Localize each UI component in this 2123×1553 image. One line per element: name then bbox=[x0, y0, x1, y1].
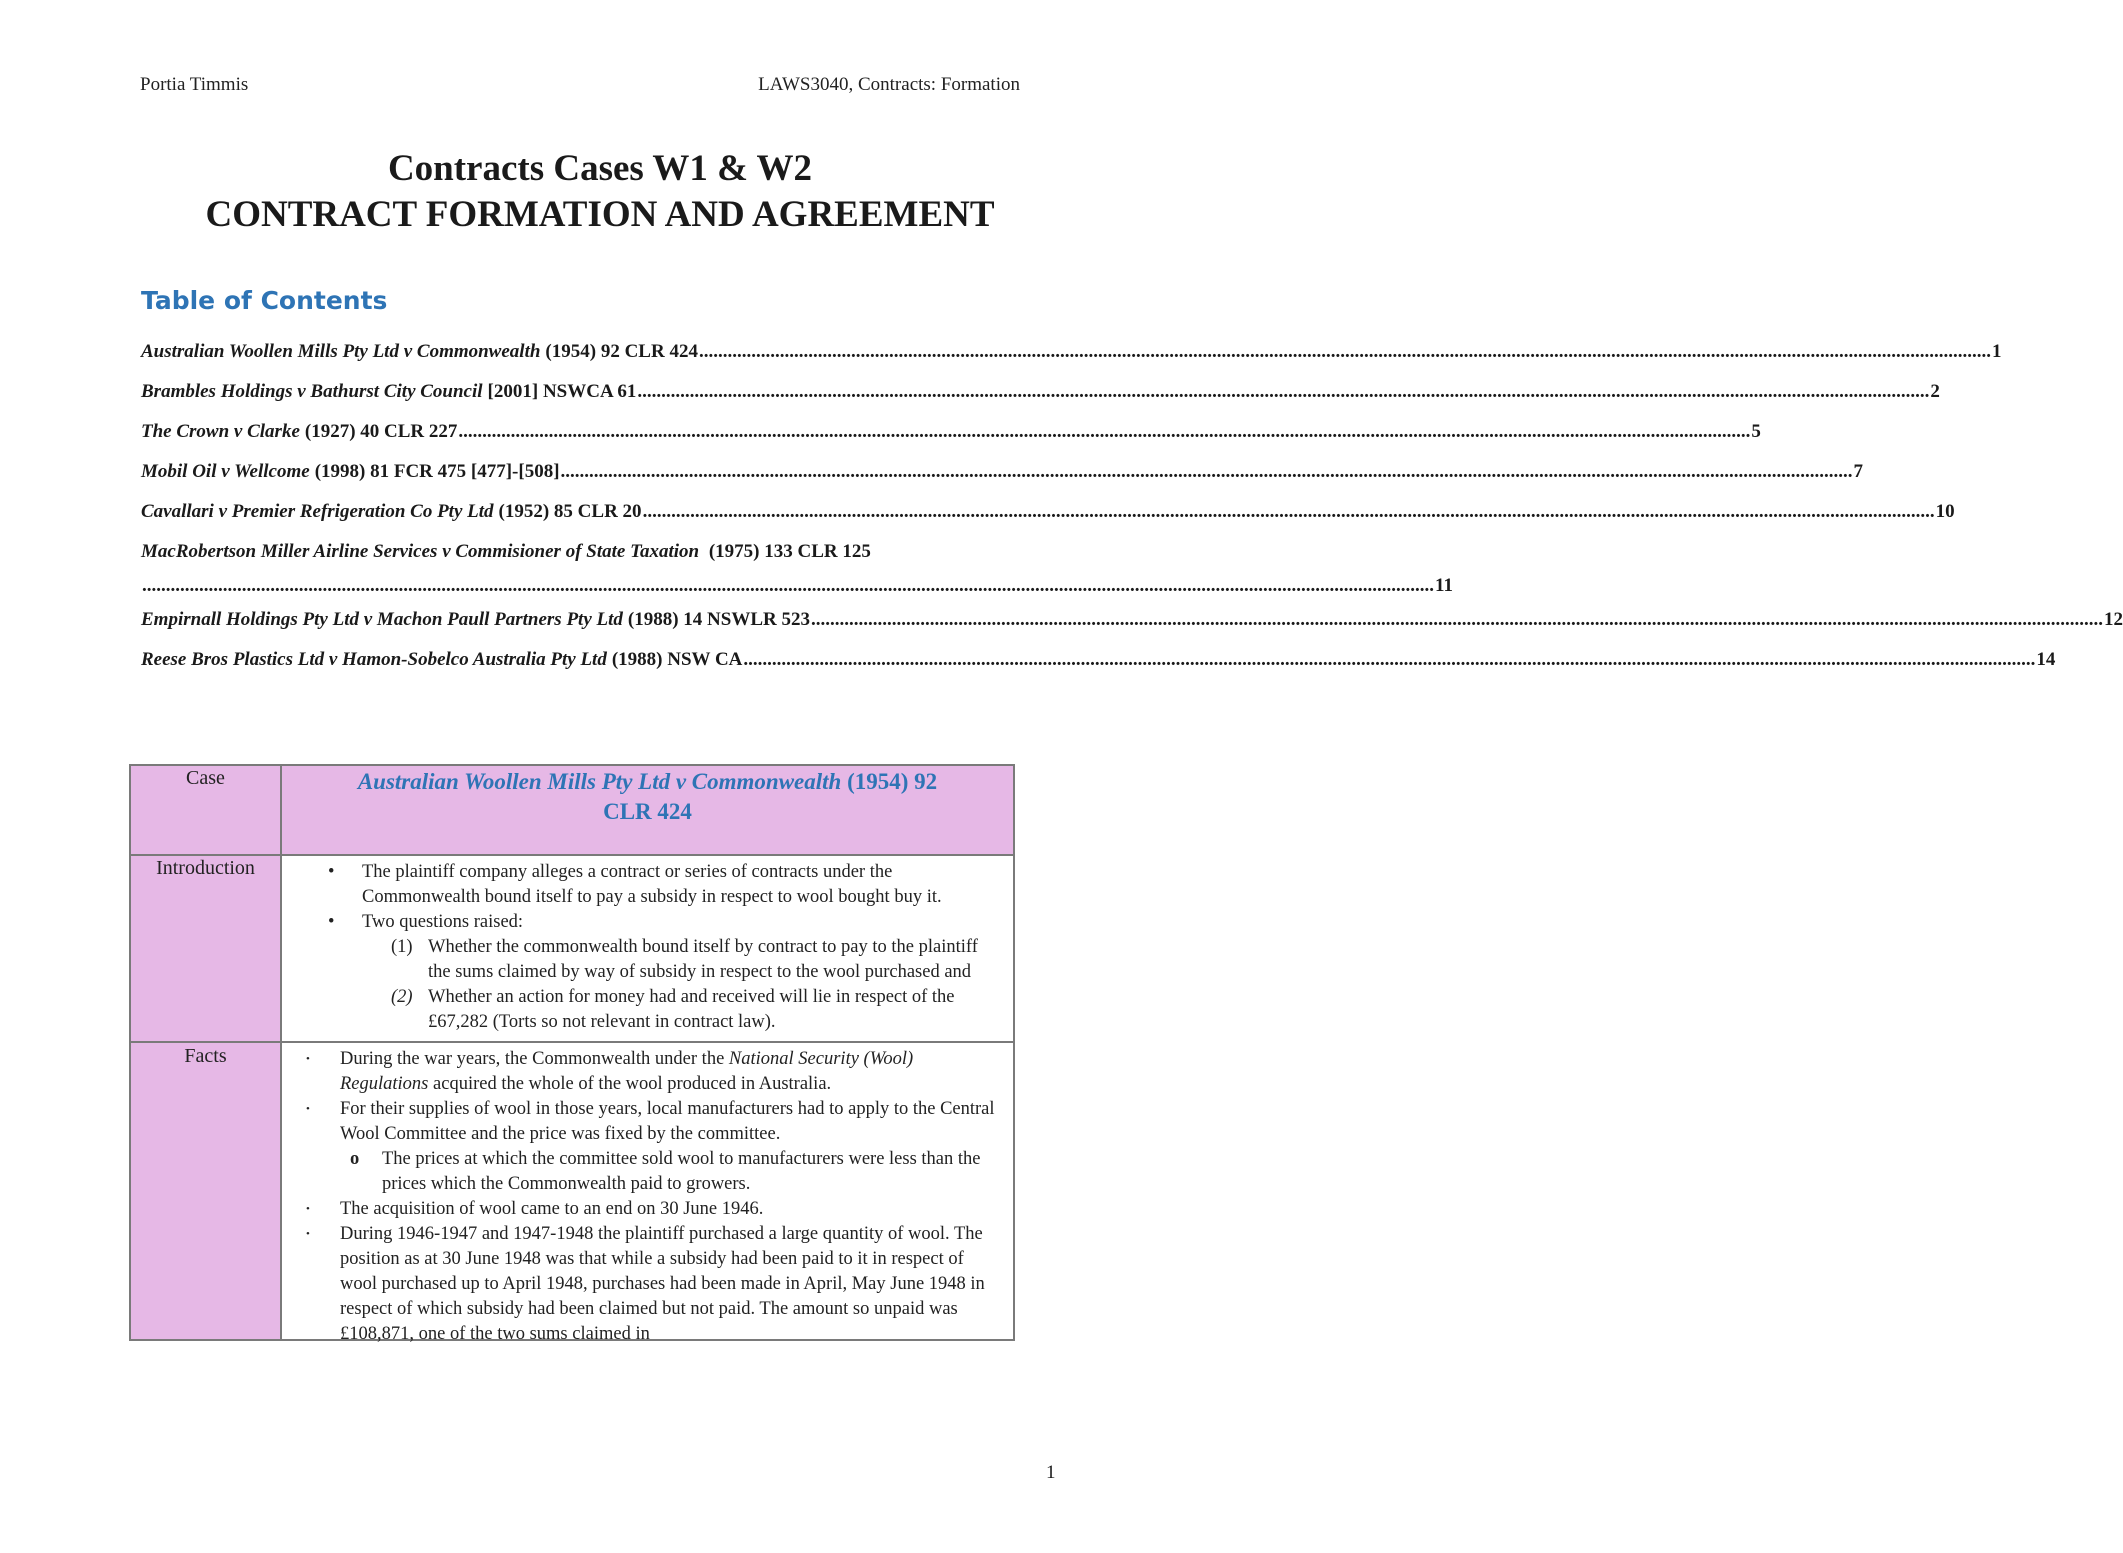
question-text: Whether an action for money had and received will lie in respect of the £67,282 (Torts so not relevant in contract law). bbox=[428, 987, 955, 1032]
toc-leader bbox=[743, 644, 2035, 676]
questions-list bbox=[362, 935, 1001, 1035]
toc-entry[interactable] bbox=[141, 536, 1453, 604]
toc-case-name: The Crown v Clarke bbox=[141, 421, 300, 442]
fact-text: acquired the whole of the wool produced in Australia. bbox=[428, 1074, 832, 1094]
toc-page-number: 1 bbox=[1991, 341, 2002, 362]
introduction-content-cell bbox=[281, 855, 1014, 1042]
toc-leader bbox=[637, 376, 1929, 408]
toc-citation: (1975) 133 CLR 125 bbox=[708, 541, 871, 562]
table-row bbox=[130, 1042, 1014, 1340]
introduction-label-cell: Introduction bbox=[130, 855, 281, 1042]
list-item bbox=[391, 985, 1001, 1035]
question-number: (1) bbox=[391, 937, 413, 957]
intro-list bbox=[294, 860, 1001, 1035]
toc-citation: (1952) 85 CLR 20 bbox=[498, 501, 642, 522]
facts-sublist bbox=[340, 1147, 1001, 1197]
toc-leader bbox=[142, 570, 1434, 602]
toc-page-number: 5 bbox=[1751, 421, 1761, 442]
case-table bbox=[129, 764, 1015, 1344]
list-item bbox=[391, 935, 1001, 985]
header-author: Portia Timmis bbox=[140, 74, 249, 95]
table-row bbox=[130, 765, 1014, 855]
case-title-cell bbox=[281, 765, 1014, 855]
toc-entry[interactable] bbox=[141, 416, 1761, 456]
toc-entry[interactable] bbox=[141, 496, 1955, 536]
list-item bbox=[340, 1047, 1001, 1097]
fact-text: During the war years, the Commonwealth under the bbox=[340, 1049, 729, 1069]
toc-citation: (1927) 40 CLR 227 bbox=[304, 421, 458, 442]
toc-entry[interactable] bbox=[141, 376, 1940, 416]
question-text: Whether the commonwealth bound itself by contract to pay to the plaintiff the sums claimed by way of subsidy in respect to the wool purchased and bbox=[428, 937, 978, 982]
toc-citation: (1988) 14 NSWLR 523 bbox=[627, 609, 810, 630]
questions-intro: Two questions raised: bbox=[362, 912, 524, 932]
toc-page-number: 12 bbox=[2104, 609, 2123, 630]
toc-heading: Table of Contents bbox=[141, 286, 388, 315]
regulation-name: National Security (Wool) Regulations bbox=[340, 1049, 914, 1094]
toc-entry[interactable] bbox=[141, 644, 2056, 684]
toc-page-number: 14 bbox=[2036, 649, 2056, 670]
list-item bbox=[340, 1097, 1001, 1197]
list-item: o The prices at which the committee sold wool to manufacturers were less than the prices which the Commonwealth paid to growers. bbox=[382, 1147, 1001, 1197]
toc-citation: [2001] NSWCA 61 bbox=[487, 381, 637, 402]
toc-leader bbox=[458, 416, 1750, 448]
toc-citation: (1998) 81 FCR 475 [477]-[508] bbox=[314, 461, 560, 482]
toc-entry[interactable] bbox=[141, 604, 2123, 644]
toc-page-number: 2 bbox=[1930, 381, 1940, 402]
facts-content-cell bbox=[281, 1042, 1014, 1344]
question-number: (2) bbox=[391, 987, 413, 1007]
toc-page-number: 10 bbox=[1935, 501, 1955, 522]
toc-citation: (1988) NSW CA bbox=[611, 649, 743, 670]
toc-entry[interactable] bbox=[141, 456, 1864, 496]
toc-leader bbox=[811, 604, 2103, 636]
toc-case-name: Brambles Holdings v Bathurst City Council bbox=[141, 381, 483, 402]
table-of-contents bbox=[141, 336, 2123, 684]
list-item: • The plaintiff company alleges a contract or series of contracts under the Commonwealth bound itself to pay a subsidy in respect to wool bought buy it. bbox=[362, 860, 1001, 910]
facts-list bbox=[294, 1047, 1001, 1347]
list-item bbox=[362, 910, 1001, 1035]
case-name: Australian Woollen Mills Pty Ltd v Commonwealth bbox=[357, 769, 842, 794]
toc-leader bbox=[561, 456, 1853, 488]
toc-leader bbox=[643, 496, 1935, 528]
header-course: LAWS3040, Contracts: Formation bbox=[758, 74, 1020, 95]
toc-page-number: 7 bbox=[1853, 461, 1864, 482]
title-line-1: Contracts Cases W1 & W2 bbox=[387, 148, 813, 189]
page-number: 1 bbox=[1046, 1462, 1056, 1483]
title-line-2: CONTRACT FORMATION AND AGREEMENT bbox=[205, 194, 995, 235]
toc-case-name: Australian Woollen Mills Pty Ltd v Commonwealth bbox=[141, 341, 541, 362]
toc-page-number: 11 bbox=[1435, 575, 1453, 596]
toc-leader bbox=[699, 336, 1991, 368]
toc-case-name: Mobil Oil v Wellcome bbox=[141, 461, 310, 482]
toc-case-name: Reese Bros Plastics Ltd v Hamon-Sobelco Australia Pty Ltd bbox=[141, 649, 607, 670]
facts-label-cell: Facts bbox=[130, 1042, 281, 1340]
document-title bbox=[0, 146, 1200, 238]
fact-text: For their supplies of wool in those years, local manufacturers had to apply to the Central Wool Committee and the price was fixed by the committee. bbox=[340, 1099, 995, 1144]
toc-citation: (1954) 92 CLR 424 bbox=[545, 341, 698, 362]
toc-case-name: MacRobertson Miller Airline Services v Commisioner of State Taxation bbox=[141, 541, 700, 562]
case-citation-b: CLR 424 bbox=[603, 799, 692, 824]
list-item: • During 1946-1947 and 1947-1948 the plaintiff purchased a large quantity of wool. The position as at 30 June 1948 was that while a subsidy had been paid to it in respect of wool purchased up to April 1948, purchases had been made in April, May June 1948 in respect of which subsidy had been claimed but not paid. The amount so unpaid was £108,871, one of the two sums claimed in bbox=[340, 1222, 1001, 1347]
toc-entry[interactable] bbox=[141, 336, 2002, 376]
toc-case-name: Cavallari v Premier Refrigeration Co Pty Ltd bbox=[141, 501, 494, 522]
table-row bbox=[130, 855, 1014, 1042]
list-item: • The acquisition of wool came to an end on 30 June 1946. bbox=[340, 1197, 1001, 1222]
case-citation-a: (1954) 92 bbox=[847, 769, 938, 794]
case-label-cell: Case bbox=[130, 765, 281, 855]
toc-case-name: Empirnall Holdings Pty Ltd v Machon Paull Partners Pty Ltd bbox=[141, 609, 623, 630]
